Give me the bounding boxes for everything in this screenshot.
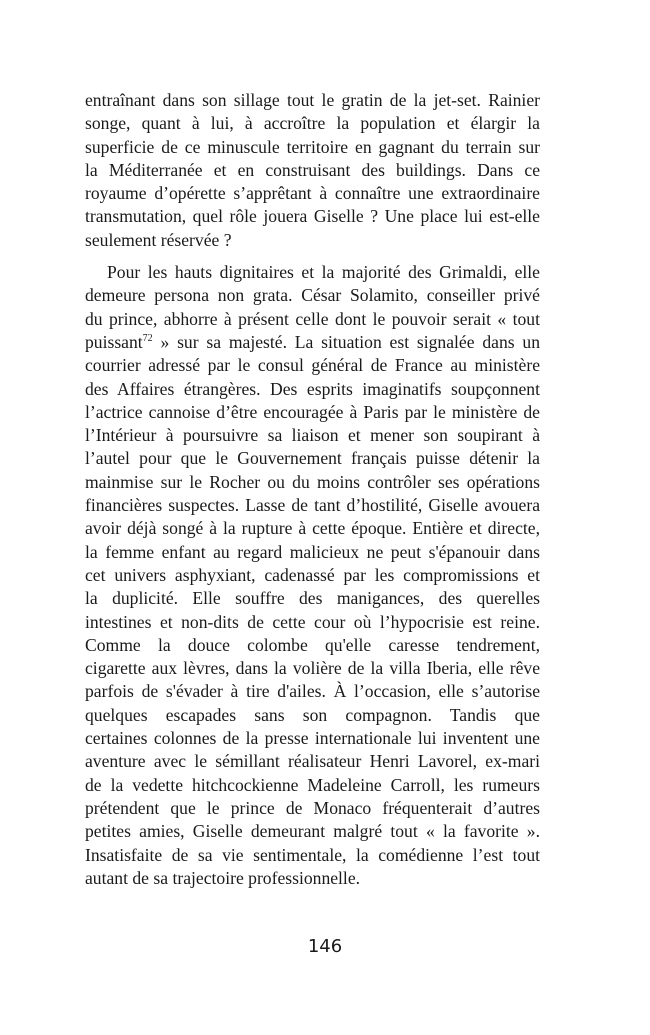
text-line: Comme la douce colombe qu'elle caresse tendrement,	[85, 634, 540, 655]
text-line: cet univers asphyxiant, cadenassé par les compromissions et	[85, 564, 540, 585]
text-line: songe, quant à lui, à accroître la population et élargir la	[85, 113, 540, 134]
text-line: superficie de ce minuscule territoire en gagnant du terrain sur	[85, 136, 540, 157]
text-line: financières suspectes. Lasse de tant d’hostilité, Giselle avouera	[85, 495, 540, 516]
paragraph-1	[85, 89, 540, 252]
text-line: intestines et non-dits de cette cour où l’hypocrisie est reine.	[85, 611, 540, 632]
text-line: aventure avec le sémillant réalisateur Henri Lavorel, ex-mari	[85, 751, 540, 772]
text-line: Insatisfaite de sa vie sentimentale, la comédienne l’est tout	[85, 844, 540, 865]
text-line: courrier adressé par le consul général de France au ministère	[85, 355, 540, 376]
text-line: quelques escapades sans son compagnon. Tandis que	[85, 704, 540, 725]
page-number: 146	[307, 936, 343, 957]
text-line: entraînant dans son sillage tout le gratin de la jet-set. Rainier	[85, 90, 540, 110]
text-line: certaines colonnes de la presse internationale lui inventent une	[85, 728, 540, 749]
text-line: l’actrice cannoise d’être encouragée à Paris par le ministère de	[85, 401, 540, 422]
text-line: l’Intérieur à poursuivre sa liaison et mener son soupirant à	[85, 425, 540, 446]
text-line: seulement réservée ?	[85, 229, 232, 250]
paragraph-2	[85, 261, 540, 890]
text-line: prétendent que le prince de Monaco fréquenterait d’autres	[85, 797, 540, 818]
text-line: la duplicité. Elle souffre des manigances, des querelles	[85, 588, 540, 609]
text-line: parfois de s'évader à tire d'ailes. À l’occasion, elle s’autorise	[85, 681, 540, 702]
text-line: de la vedette hitchcockienne Madeleine Carroll, les rumeurs	[85, 774, 540, 795]
text-line: petites amies, Giselle demeurant malgré tout « la favorite ».	[85, 821, 540, 842]
text-line: la Méditerranée et en construisant des buildings. Dans ce	[85, 159, 540, 180]
text-line: mainmise sur le Rocher ou du moins contrôler ses opérations	[85, 471, 540, 492]
text-line: Pour les hauts dignitaires et la majorité des Grimaldi, elle	[107, 262, 540, 283]
text-line: transmutation, quel rôle jouera Giselle ? Une place lui est-elle	[85, 206, 540, 227]
text-line: royaume d’opérette s’apprêtant à connaître une extraordinaire	[85, 183, 540, 204]
text-fragment: » sur sa majesté. La situation est signalée dans un	[152, 331, 540, 352]
text-line: la femme enfant au regard malicieux ne peut s'épanouir dans	[85, 541, 540, 562]
text-line: cigarette aux lèvres, dans la volière de la villa Iberia, elle rêve	[85, 658, 540, 679]
text-line: des Affaires étrangères. Des esprits imaginatifs soupçonnent	[85, 378, 540, 399]
text-line: avoir déjà songé à la rupture à cette époque. Entière et directe,	[85, 518, 540, 539]
text-line: l’autel pour que le Gouvernement français puisse détenir la	[85, 448, 540, 469]
text-fragment: puissant	[85, 331, 143, 352]
text-line-with-footnote	[85, 331, 540, 354]
footnote-reference[interactable]: 72	[142, 333, 153, 345]
text-line: demeure persona non grata. César Solamito, conseiller privé	[85, 285, 540, 306]
text-line: du prince, abhorre à présent celle dont le pouvoir serait « tout	[85, 308, 540, 329]
text-line: autant de sa trajectoire professionnelle.	[85, 867, 361, 888]
body-text	[85, 89, 540, 890]
